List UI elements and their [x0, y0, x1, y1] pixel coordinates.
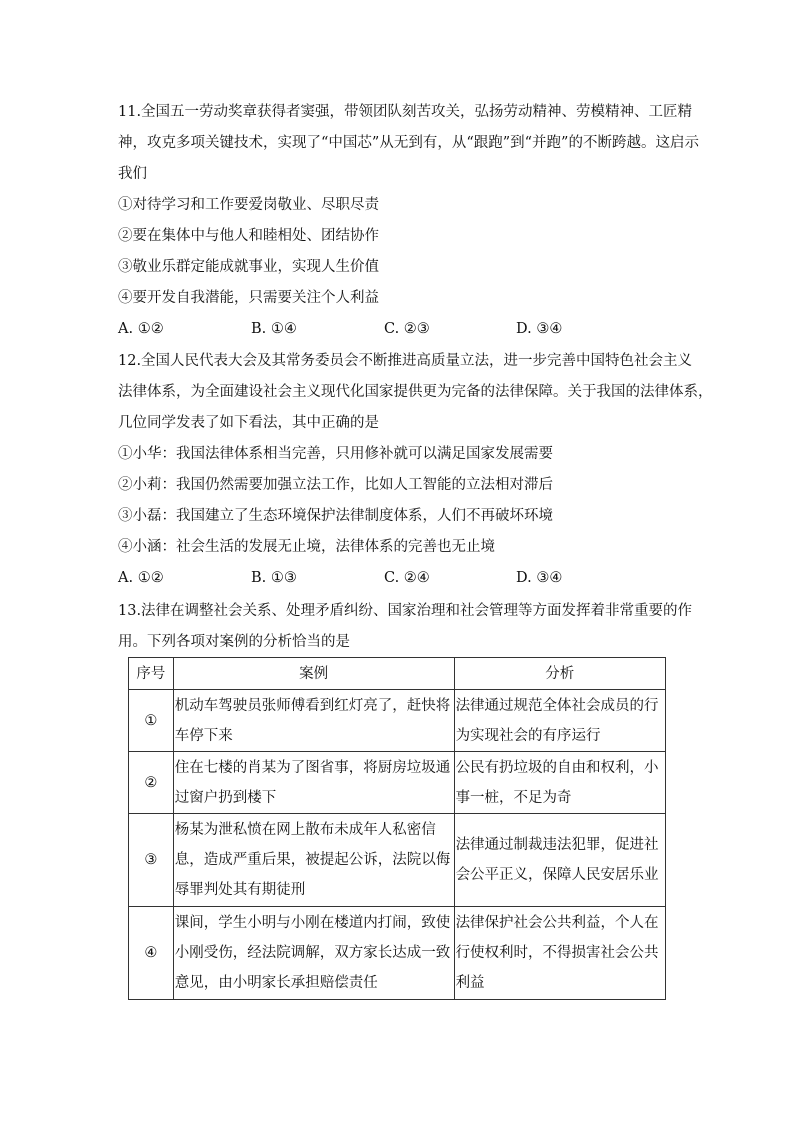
row-number: ② — [129, 752, 174, 814]
header-case: 案例 — [173, 658, 454, 690]
table-header-row — [129, 658, 666, 690]
row-analysis: 法律通过制裁违法犯罪，促进社会公平正义，保障人民安居乐业 — [454, 814, 665, 907]
q11-option-b[interactable]: B. ①④ — [251, 321, 297, 337]
row-number: ① — [129, 690, 174, 752]
header-number: 序号 — [129, 658, 174, 690]
row-case: 杨某为泄私愤在网上散布未成年人私密信息，造成严重后果，被提起公诉，法院以侮辱罪判处其有期徒刑 — [173, 814, 454, 907]
q12-option-a[interactable]: A. ①② — [118, 570, 164, 586]
q11-option-c[interactable]: C. ②③ — [384, 321, 430, 337]
q13-stem-line: 13.法律在调整社会关系、处理矛盾纠纷、国家治理和社会管理等方面发挥着非常重要的作 — [118, 603, 693, 619]
q11-item: ①对待学习和工作要爱岗敬业、尽职尽责 — [118, 197, 379, 213]
q11-stem-line: 11.全国五一劳动奖章获得者窦强，带领团队刻苦攻关，弘扬劳动精神、劳模精神、工匠精 — [118, 104, 693, 120]
q12-stem-line: 法律体系，为全面建设社会主义现代化国家提供更为完备的法律保障。关于我国的法律体系， — [118, 384, 713, 400]
q11-item: ④要开发自我潜能，只需要关注个人利益 — [118, 290, 379, 306]
q12-option-c[interactable]: C. ②④ — [384, 570, 430, 586]
header-analysis: 分析 — [454, 658, 665, 690]
row-case: 住在七楼的肖某为了图省事，将厨房垃圾通过窗户扔到楼下 — [173, 752, 454, 814]
q12-option-b[interactable]: B. ①③ — [251, 570, 297, 586]
question-13 — [118, 596, 693, 658]
q12-item: ③小磊：我国建立了生态环境保护法律制度体系，人们不再破坏环境 — [118, 508, 553, 524]
q11-options — [118, 314, 678, 345]
row-case: 课间，学生小明与小刚在楼道内打闹，致使小刚受伤，经法院调解，双方家长达成一致意见，由小明家长承担赔偿责任 — [173, 907, 454, 1000]
q12-option-d[interactable]: D. ③④ — [516, 570, 563, 586]
q12-item: ④小涵：社会生活的发展无止境，法律体系的完善也无止境 — [118, 539, 495, 555]
q13-stem-line: 用。下列各项对案例的分析恰当的是 — [118, 634, 350, 650]
row-number: ③ — [129, 814, 174, 907]
question-11 — [118, 97, 699, 345]
row-analysis: 法律保护社会公共利益，个人在行使权利时，不得损害社会公共利益 — [454, 907, 665, 1000]
row-case: 机动车驾驶员张师傅看到红灯亮了，赶快将车停下来 — [173, 690, 454, 752]
row-number: ④ — [129, 907, 174, 1000]
q11-option-d[interactable]: D. ③④ — [516, 321, 563, 337]
q12-item: ①小华：我国法律体系相当完善，只用修补就可以满足国家发展需要 — [118, 446, 553, 462]
q12-stem-line: 几位同学发表了如下看法，其中正确的是 — [118, 415, 379, 431]
q11-stem-line: 我们 — [118, 166, 147, 182]
q12-options — [118, 563, 678, 594]
q11-stem-line: 神，攻克多项关键技术，实现了“中国芯”从无到有，从“跟跑”到“并跑”的不断跨越。这启示 — [118, 135, 699, 151]
table-row — [129, 814, 666, 907]
question-12 — [118, 346, 713, 594]
q11-option-a[interactable]: A. ①② — [118, 321, 164, 337]
row-analysis: 法律通过规范全体社会成员的行为实现社会的有序运行 — [454, 690, 665, 752]
q12-item: ②小莉：我国仍然需要加强立法工作，比如人工智能的立法相对滞后 — [118, 477, 553, 493]
case-analysis-table — [128, 657, 666, 1000]
table-row — [129, 752, 666, 814]
table-row — [129, 907, 666, 1000]
q11-item: ②要在集体中与他人和睦相处、团结协作 — [118, 228, 379, 244]
q11-item: ③敬业乐群定能成就事业，实现人生价值 — [118, 259, 379, 275]
q12-stem-line: 12.全国人民代表大会及其常务委员会不断推进高质量立法，进一步完善中国特色社会主义 — [118, 353, 693, 369]
row-analysis: 公民有扔垃圾的自由和权利，小事一桩，不足为奇 — [454, 752, 665, 814]
table-row — [129, 690, 666, 752]
